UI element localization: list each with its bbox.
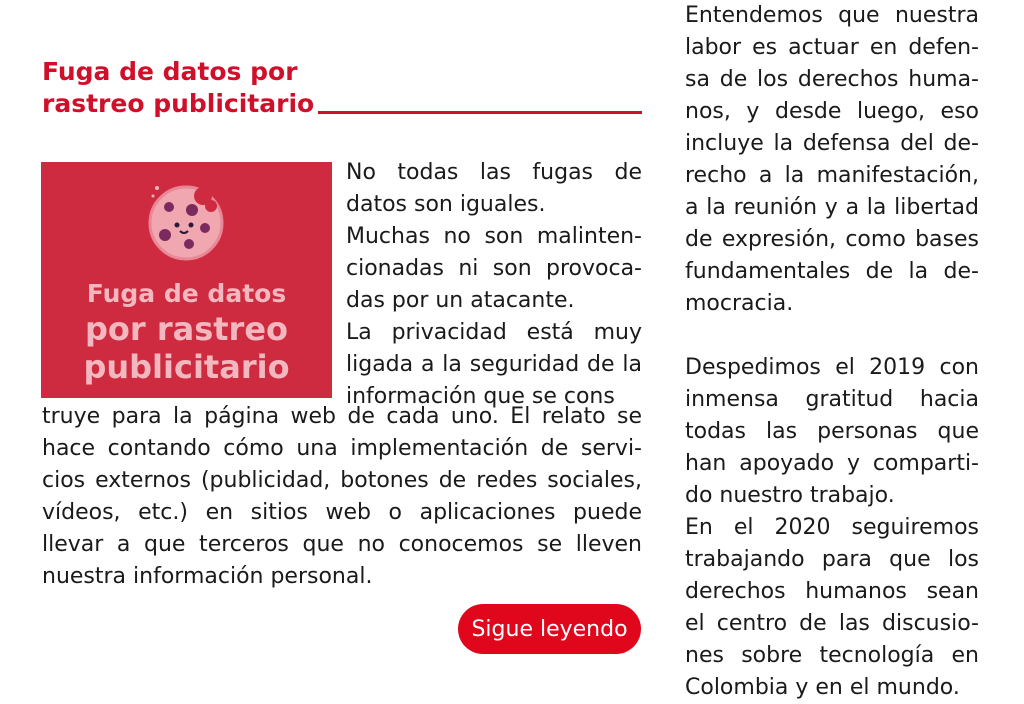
text-line: de expresión, como bases bbox=[685, 227, 979, 252]
cookie-icon bbox=[145, 180, 227, 262]
text-line: incluye la defensa del de- bbox=[685, 131, 979, 156]
text-line: hace contando cómo una implementación de servi- bbox=[42, 436, 642, 461]
title-underline bbox=[318, 111, 642, 114]
text-line: trabajando para que los bbox=[685, 547, 979, 572]
text-line: vídeos, etc.) en sitios web o aplicaciones puede bbox=[42, 500, 642, 525]
text-line: cios externos (publicidad, botones de redes sociales, bbox=[42, 468, 642, 493]
read-more-button[interactable]: Sigue leyendo bbox=[458, 604, 641, 654]
text-line: La privacidad está muy bbox=[346, 320, 642, 345]
text-line: Muchas no son malinten- bbox=[346, 224, 642, 249]
text-line: Colombia y en el mundo. bbox=[685, 675, 960, 700]
text-line: nuestra información personal. bbox=[42, 564, 373, 589]
text-line: sa de los derechos huma- bbox=[685, 67, 979, 92]
text-line: datos son iguales. bbox=[346, 192, 546, 217]
text-line: En el 2020 seguiremos bbox=[685, 515, 979, 540]
thumbnail-text-line-3: publicitario bbox=[83, 348, 290, 386]
text-line: a la reunión y a la libertad bbox=[685, 195, 979, 220]
text-line: Entendemos que nuestra bbox=[685, 3, 979, 28]
article-intro-text bbox=[346, 157, 642, 413]
text-line: inmensa gratitud hacia bbox=[685, 387, 979, 412]
text-line: recho a la manifestación, bbox=[685, 163, 979, 188]
article-title-line-2: rastreo publicitario bbox=[42, 89, 315, 118]
text-line: el centro de las discusio- bbox=[685, 611, 979, 636]
thumbnail-text-line-2: por rastreo bbox=[85, 310, 288, 348]
text-line: truye para la página web de cada uno. El relato se bbox=[42, 404, 642, 429]
text-line: do nuestro trabajo. bbox=[685, 483, 895, 508]
text-line: llevar a que terceros que no conocemos se lleven bbox=[42, 532, 642, 557]
article-thumbnail bbox=[41, 162, 332, 398]
text-line: nos, y desde luego, eso bbox=[685, 99, 979, 124]
text-line: fundamentales de la de- bbox=[685, 259, 979, 284]
paragraph-gap bbox=[685, 320, 979, 352]
text-line: información que se cons bbox=[346, 384, 615, 409]
text-line: Despedimos el 2019 con bbox=[685, 355, 979, 380]
text-line: labor es actuar en defen- bbox=[685, 35, 979, 60]
text-line: mocracia. bbox=[685, 291, 794, 316]
text-line: derechos humanos sean bbox=[685, 579, 979, 604]
text-line: cionadas ni son provoca- bbox=[346, 256, 642, 281]
thumbnail-text-line-1: Fuga de datos bbox=[86, 279, 287, 308]
text-line: nes sobre tecnología en bbox=[685, 643, 979, 668]
text-line: No todas las fugas de bbox=[346, 160, 642, 185]
right-column-text bbox=[685, 0, 979, 704]
text-line: han apoyado y comparti- bbox=[685, 451, 979, 476]
article-body-text bbox=[42, 401, 642, 593]
text-line: todas las personas que bbox=[685, 419, 979, 444]
text-line: das por un atacante. bbox=[346, 288, 575, 313]
text-line: ligada a la seguridad de la bbox=[346, 352, 642, 377]
article-title-line-1: Fuga de datos por bbox=[42, 57, 298, 86]
